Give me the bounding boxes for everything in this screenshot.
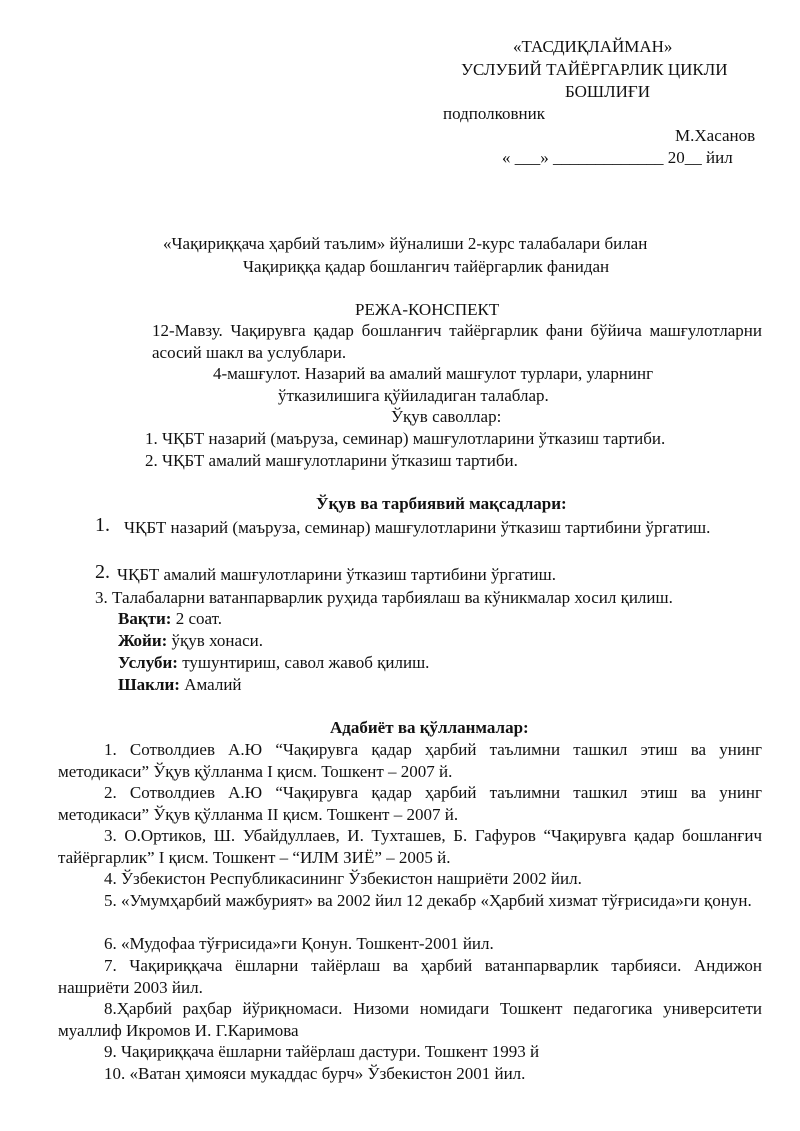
goal-1-number: 1.	[95, 514, 110, 536]
literature-item-2: 2. Сотволдиев А.Ю “Чақирувга қадар ҳарбий таълимни ташкил этиш ва унинг методикаси” Ўқув қўлланма II қисм. Тошкент – 2007 й.	[58, 783, 762, 824]
approval-date: « ___» _____________ 20__ йил	[502, 148, 733, 167]
question-1: 1. ЧҚБТ назарий (маъруза, семинар) машғулотларини ўтказиш тартиби.	[145, 429, 666, 448]
literature-item-3: 3. О.Ортиков, Ш. Убайдуллаев, И. Тухташев, Б. Гафуров “Чақирувга қадар бошланғич тайёргарлик” I қисм. Тошкент – “ИЛМ ЗИЁ” – 2005 й.	[58, 826, 762, 867]
goals-title: Ўқув ва тарбиявий мақсадлари:	[316, 494, 567, 513]
literature-item-1: 1. Сотволдиев А.Ю “Чақирувга қадар ҳарбий таълимни ташкил этиш ва унинг методикаси” Ўқув қўлланма I қисм. Тошкент – 2007 й.	[58, 740, 762, 781]
literature-item-9: 9. Чақириққача ёшларни тайёрлаш дастури. Тошкент 1993 й	[104, 1042, 540, 1061]
questions-title: Ўқув саволлар:	[391, 407, 502, 426]
literature-title: Адабиёт ва қўлланмалар:	[330, 718, 529, 737]
topic-theme: 12-Мавзу. Чақирувга қадар бошланғич тайёргарлик фани бўйича машғулотларни асосий шакл ва услублари.	[152, 321, 762, 362]
goal-2-number: 2.	[95, 561, 110, 583]
goal-1-text: ЧҚБТ назарий (маъруза, семинар) машғулотларини ўтказиш тартибини ўргатиш.	[124, 518, 711, 537]
literature-item-6: 6. «Мудофаа тўғрисида»ги Қонун. Тошкент-2001 йил.	[104, 934, 494, 953]
literature-item-8: 8.Ҳарбий раҳбар йўриқномаси. Низоми номидаги Тошкент педагогика университети муаллиф Икромов И. Г.Каримова	[58, 999, 762, 1040]
approval-line-2: БОШЛИҒИ	[565, 82, 650, 101]
approval-title: «ТАСДИҚЛАЙМАН»	[513, 37, 673, 56]
literature-item-5: 5. «Умумҳарбий мажбурият» ва 2002 йил 12 декабр «Ҳарбий хизмат тўғрисида»ги қонун.	[104, 891, 752, 910]
method-info: Услуби: тушунтириш, савол жавоб қилиш.	[118, 653, 430, 672]
literature-item-10: 10. «Ватан ҳимояси мукаддас бурч» Ўзбекистон 2001 йил.	[104, 1064, 526, 1083]
literature-item-7: 7. Чақириққача ёшларни тайёрлаш ва ҳарбий ватанпарварлик тарбияси. Андижон нашриёти 2003 йил.	[58, 956, 762, 997]
question-2: 2. ЧҚБТ амалий машғулотларини ўтказиш тартиби.	[145, 451, 518, 470]
literature-item-4: 4. Ўзбекистон Республикасининг Ўзбекистон нашриёти 2002 йил.	[104, 869, 582, 888]
header-line-1: «Чақириққача ҳарбий таълим» йўналиши 2-курс талабалари билан	[163, 234, 648, 253]
header-line-2: Чақириққа қадар бошлангич тайёргарлик фанидан	[243, 257, 610, 276]
lesson-line-2: ўтказилишига қўйиладиган талаблар.	[278, 386, 549, 405]
goal-2-text: ЧҚБТ амалий машғулотларини ўтказиш тартибини ўргатиш.	[117, 565, 556, 584]
form-info: Шакли: Амалий	[118, 675, 242, 694]
lesson-line-1: 4-машғулот. Назарий ва амалий машғулот турлари, уларнинг	[213, 364, 654, 383]
approval-rank: подполковник	[443, 104, 545, 123]
document-title: РЕЖА-КОНСПЕКТ	[355, 300, 500, 319]
approval-name: М.Хасанов	[675, 126, 756, 145]
goal-3: 3. Талабаларни ватанпарварлик руҳида тарбиялаш ва кўникмалар хосил қилиш.	[95, 588, 673, 607]
approval-line-1: УСЛУБИЙ ТАЙЁРГАРЛИК ЦИКЛИ	[461, 60, 728, 79]
place-info: Жойи: ўқув хонаси.	[118, 631, 263, 650]
time-info: Вақти: 2 соат.	[118, 609, 223, 628]
